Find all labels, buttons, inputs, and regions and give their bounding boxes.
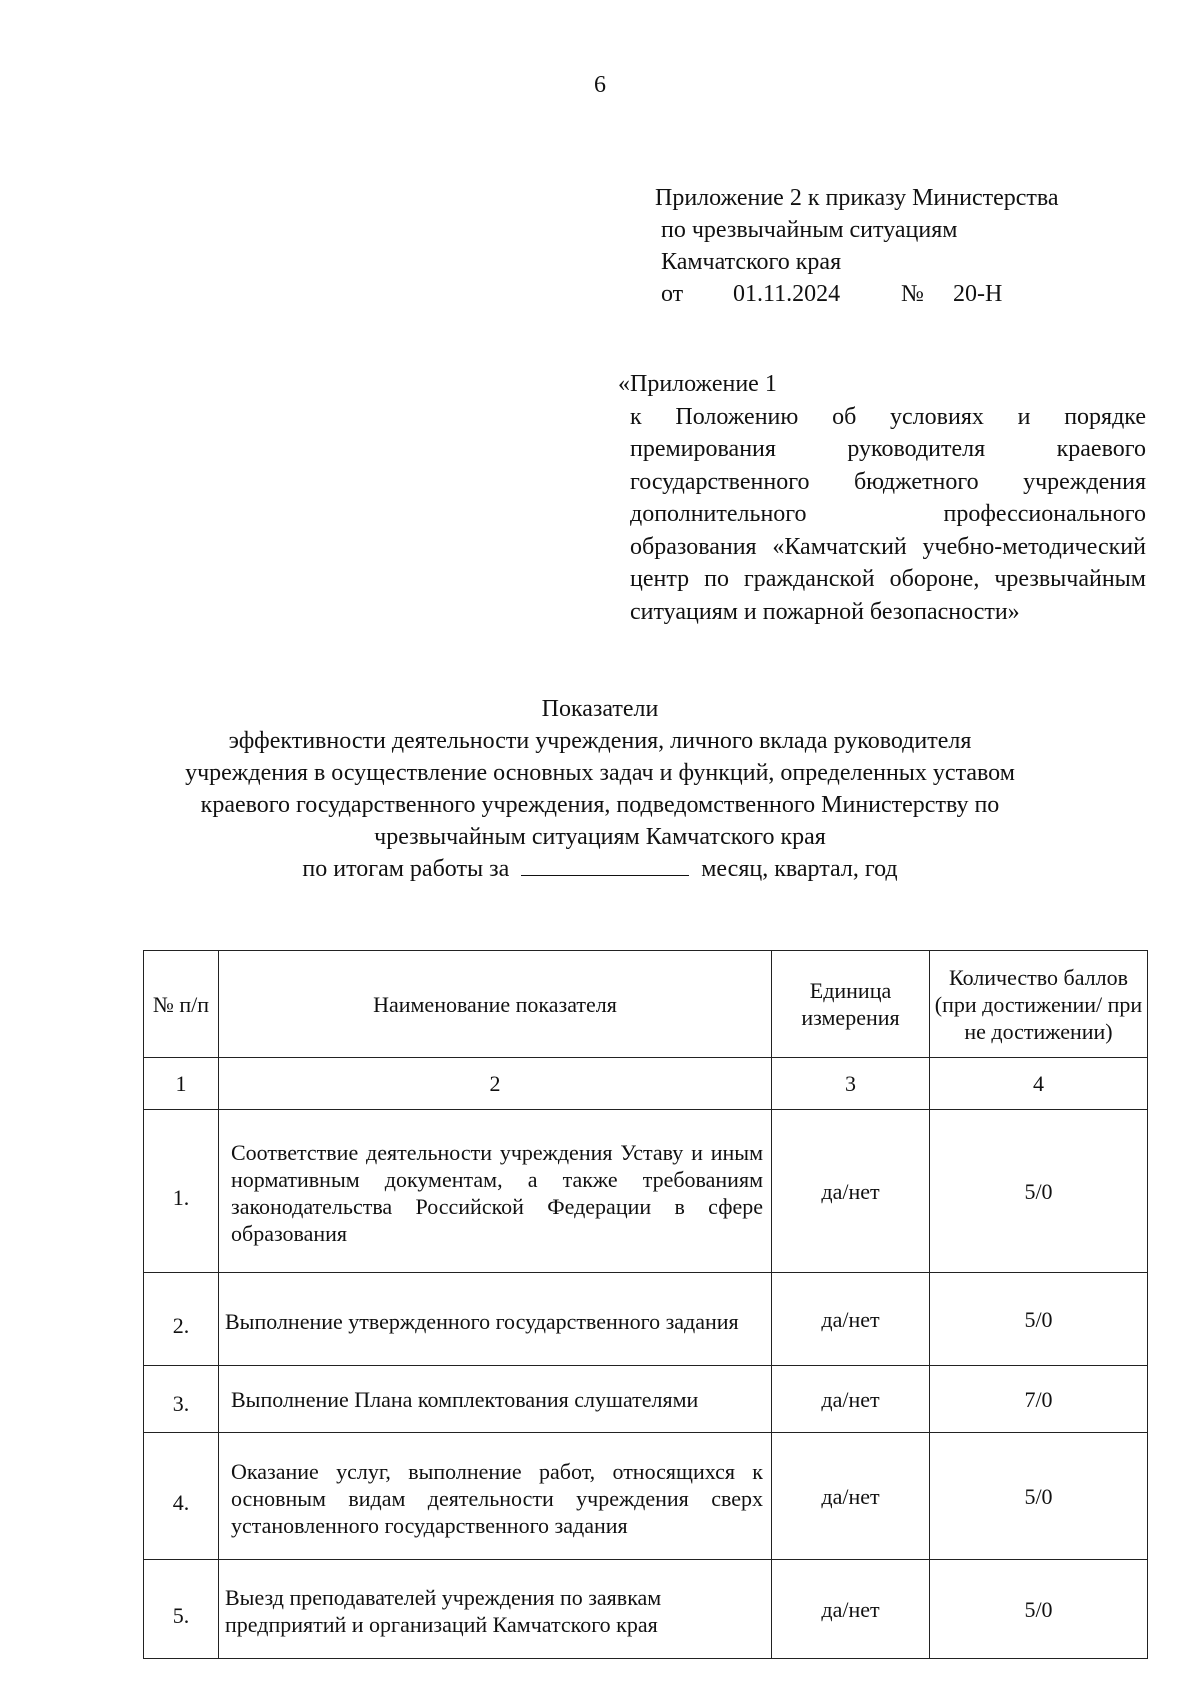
row-unit: да/нет bbox=[772, 1433, 930, 1560]
row-points: 5/0 bbox=[930, 1433, 1148, 1560]
table-header-row bbox=[144, 951, 1148, 1058]
row-indicator-name: Оказание услуг, выполнение работ, относящихся к основным видам деятельности учреждения сверх установленного государственного задания bbox=[219, 1433, 772, 1560]
row-unit: да/нет bbox=[772, 1110, 930, 1273]
row-points: 5/0 bbox=[930, 1110, 1148, 1273]
row-indicator-name: Выезд преподавателей учреждения по заявкам предприятий и организаций Камчатского края bbox=[219, 1560, 772, 1659]
appendix2-line1: Приложение 2 к приказу Министерства bbox=[655, 185, 1059, 211]
header-number: № п/п bbox=[144, 951, 219, 1058]
period-suffix: месяц, квартал, год bbox=[701, 856, 898, 882]
table-row bbox=[144, 1366, 1148, 1433]
indicators-table bbox=[143, 950, 1148, 1659]
title-period bbox=[100, 853, 1100, 885]
row-indicator-name: Выполнение Плана комплектования слушателями bbox=[219, 1366, 772, 1433]
title-line1: эффективности деятельности учреждения, личного вклада руководителя bbox=[228, 728, 972, 754]
table-row bbox=[144, 1433, 1148, 1560]
row-number: 2. bbox=[144, 1273, 219, 1366]
title-line4: чрезвычайным ситуациям Камчатского края bbox=[374, 824, 826, 850]
column-number: 1 bbox=[144, 1058, 219, 1110]
title-line2: учреждения в осуществление основных задач и функций, определенных уставом bbox=[185, 760, 1015, 786]
row-points: 7/0 bbox=[930, 1366, 1148, 1433]
order-reference bbox=[655, 278, 1059, 310]
column-number: 2 bbox=[219, 1058, 772, 1110]
row-unit: да/нет bbox=[772, 1273, 930, 1366]
order-number: 20-Н bbox=[953, 281, 1003, 307]
row-number: 1. bbox=[144, 1110, 219, 1273]
order-from-label: от bbox=[661, 281, 684, 307]
column-number: 3 bbox=[772, 1058, 930, 1110]
table-row bbox=[144, 1560, 1148, 1659]
row-unit: да/нет bbox=[772, 1560, 930, 1659]
table-row bbox=[144, 1273, 1148, 1366]
document-title bbox=[100, 693, 1100, 885]
row-points: 5/0 bbox=[930, 1273, 1148, 1366]
appendix2-header bbox=[655, 182, 1059, 310]
row-number: 3. bbox=[144, 1366, 219, 1433]
table-row bbox=[144, 1110, 1148, 1273]
header-unit: Единица измерения bbox=[772, 951, 930, 1058]
title-heading: Показатели bbox=[541, 696, 659, 722]
title-line3: краевого государственного учреждения, подведомственного Министерству по bbox=[200, 792, 1000, 818]
row-indicator-name: Соответствие деятельности учреждения Уставу и иным нормативным документам, а также требованиям законодательства Российской Федерации в сфере образования bbox=[219, 1110, 772, 1273]
order-date: 01.11.2024 bbox=[733, 281, 841, 307]
row-unit: да/нет bbox=[772, 1366, 930, 1433]
appendix1-header bbox=[618, 368, 1146, 628]
period-blank-line bbox=[521, 855, 689, 876]
page-number: 6 bbox=[594, 72, 606, 98]
order-number-sign: № bbox=[901, 281, 924, 307]
row-number: 4. bbox=[144, 1433, 219, 1560]
row-number: 5. bbox=[144, 1560, 219, 1659]
appendix1-body: к Положению об условиях и порядке премирования руководителя краевого государственного бюджетного учреждения дополнительного профессионального образования «Камчатский учебно-методический центр по гражданской обороне, чрезвычайным ситуациям и пожарной безопасности» bbox=[630, 403, 1146, 625]
appendix1-heading: «Приложение 1 bbox=[618, 371, 777, 397]
appendix2-line3: Камчатского края bbox=[661, 249, 842, 275]
column-number: 4 bbox=[930, 1058, 1148, 1110]
row-indicator-name: Выполнение утвержденного государственного задания bbox=[219, 1273, 772, 1366]
row-points: 5/0 bbox=[930, 1560, 1148, 1659]
column-number-row bbox=[144, 1058, 1148, 1110]
header-name: Наименование показателя bbox=[219, 951, 772, 1058]
header-points: Количество баллов (при достижении/ при не достижении) bbox=[930, 951, 1148, 1058]
appendix2-line2: по чрезвычайным ситуациям bbox=[661, 217, 958, 243]
period-prefix: по итогам работы за bbox=[302, 856, 510, 882]
